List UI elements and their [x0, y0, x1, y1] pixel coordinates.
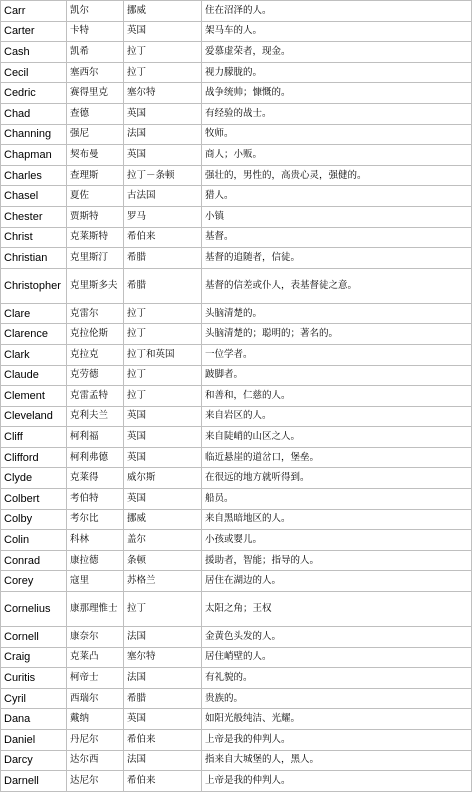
origin-cell: 拉丁－条顿 [124, 165, 202, 186]
meaning-cell: 居住在湖边的人。 [202, 571, 472, 592]
origin-cell: 希腊 [124, 268, 202, 303]
meaning-cell: 基督的信差或仆人，表基督徒之意。 [202, 268, 472, 303]
origin-cell: 英国 [124, 145, 202, 166]
origin-cell: 拉丁 [124, 592, 202, 627]
meaning-cell: 来自黑暗地区的人。 [202, 509, 472, 530]
origin-cell: 希腊 [124, 688, 202, 709]
english-name-cell: Clark [1, 344, 67, 365]
table-row [1, 124, 472, 145]
origin-cell: 英国 [124, 447, 202, 468]
meaning-cell: 爱慕虚荣者，现金。 [202, 42, 472, 63]
chinese-name-cell: 查德 [67, 103, 124, 124]
english-name-cell: Christ [1, 227, 67, 248]
origin-cell: 法国 [124, 124, 202, 145]
chinese-name-cell: 柯利弗德 [67, 447, 124, 468]
table-row [1, 248, 472, 269]
chinese-name-cell: 戴纳 [67, 709, 124, 730]
table-row [1, 206, 472, 227]
chinese-name-cell: 塞西尔 [67, 62, 124, 83]
meaning-cell: 有经验的战士。 [202, 103, 472, 124]
english-name-cell: Corey [1, 571, 67, 592]
table-row [1, 62, 472, 83]
english-name-cell: Channing [1, 124, 67, 145]
meaning-cell: 来自陡峭的山区之人。 [202, 427, 472, 448]
english-name-cell: Cecil [1, 62, 67, 83]
chinese-name-cell: 科林 [67, 530, 124, 551]
origin-cell: 希腊 [124, 248, 202, 269]
table-row [1, 427, 472, 448]
origin-cell: 拉丁 [124, 42, 202, 63]
origin-cell: 英国 [124, 709, 202, 730]
origin-cell: 希伯来 [124, 730, 202, 751]
chinese-name-cell: 康拉德 [67, 550, 124, 571]
english-name-cell: Darcy [1, 750, 67, 771]
table-row [1, 647, 472, 668]
chinese-name-cell: 克里斯多夫 [67, 268, 124, 303]
origin-cell: 拉丁 [124, 324, 202, 345]
table-row [1, 730, 472, 751]
table-row [1, 709, 472, 730]
origin-cell: 拉丁 [124, 303, 202, 324]
meaning-cell: 猎人。 [202, 186, 472, 207]
chinese-name-cell: 康奈尔 [67, 627, 124, 648]
english-name-cell: Charles [1, 165, 67, 186]
chinese-name-cell: 贾斯特 [67, 206, 124, 227]
table-row [1, 42, 472, 63]
english-name-cell: Colby [1, 509, 67, 530]
english-name-cell: Darnell [1, 771, 67, 792]
table-row [1, 268, 472, 303]
names-table-body [1, 1, 472, 792]
english-name-cell: Chapman [1, 145, 67, 166]
english-name-cell: Clarence [1, 324, 67, 345]
chinese-name-cell: 克莱得 [67, 468, 124, 489]
english-name-cell: Cleveland [1, 406, 67, 427]
table-row [1, 145, 472, 166]
english-name-cell: Cornelius [1, 592, 67, 627]
table-row [1, 592, 472, 627]
origin-cell: 拉丁 [124, 386, 202, 407]
table-row [1, 750, 472, 771]
table-row [1, 447, 472, 468]
table-row [1, 1, 472, 22]
english-name-cell: Christopher [1, 268, 67, 303]
origin-cell: 古法国 [124, 186, 202, 207]
chinese-name-cell: 克里斯汀 [67, 248, 124, 269]
origin-cell: 苏格兰 [124, 571, 202, 592]
table-row [1, 103, 472, 124]
meaning-cell: 居住峭壁的人。 [202, 647, 472, 668]
table-row [1, 627, 472, 648]
table-row [1, 324, 472, 345]
meaning-cell: 视力朦胧的。 [202, 62, 472, 83]
meaning-cell: 和善和，仁慈的人。 [202, 386, 472, 407]
meaning-cell: 架马车的人。 [202, 21, 472, 42]
meaning-cell: 来自岩区的人。 [202, 406, 472, 427]
english-name-cell: Chasel [1, 186, 67, 207]
chinese-name-cell: 强尼 [67, 124, 124, 145]
table-row [1, 668, 472, 689]
table-row [1, 365, 472, 386]
chinese-name-cell: 克拉伦斯 [67, 324, 124, 345]
meaning-cell: 临近悬崖的道岔口，堡垒。 [202, 447, 472, 468]
meaning-cell: 上帝是我的仲判人。 [202, 771, 472, 792]
origin-cell: 拉丁和英国 [124, 344, 202, 365]
chinese-name-cell: 凯希 [67, 42, 124, 63]
chinese-name-cell: 丹尼尔 [67, 730, 124, 751]
meaning-cell: 牧师。 [202, 124, 472, 145]
meaning-cell: 如阳光般纯洁、光耀。 [202, 709, 472, 730]
chinese-name-cell: 达尼尔 [67, 771, 124, 792]
meaning-cell: 商人；小贩。 [202, 145, 472, 166]
english-name-cell: Conrad [1, 550, 67, 571]
chinese-name-cell: 考尔比 [67, 509, 124, 530]
meaning-cell: 住在沼泽的人。 [202, 1, 472, 22]
origin-cell: 塞尔特 [124, 83, 202, 104]
meaning-cell: 小镇 [202, 206, 472, 227]
meaning-cell: 在很远的地方就听得到。 [202, 468, 472, 489]
english-name-cell: Chad [1, 103, 67, 124]
english-name-cell: Cliff [1, 427, 67, 448]
english-name-cell: Cyril [1, 688, 67, 709]
english-name-cell: Colbert [1, 489, 67, 510]
meaning-cell: 战争统帅；慷慨的。 [202, 83, 472, 104]
origin-cell: 挪威 [124, 1, 202, 22]
chinese-name-cell: 克雷孟特 [67, 386, 124, 407]
meaning-cell: 有礼貌的。 [202, 668, 472, 689]
origin-cell: 条顿 [124, 550, 202, 571]
origin-cell: 英国 [124, 489, 202, 510]
origin-cell: 盖尔 [124, 530, 202, 551]
chinese-name-cell: 契布曼 [67, 145, 124, 166]
chinese-name-cell: 柯利福 [67, 427, 124, 448]
chinese-name-cell: 查理斯 [67, 165, 124, 186]
table-row [1, 303, 472, 324]
chinese-name-cell: 柯帝士 [67, 668, 124, 689]
english-name-cell: Cornell [1, 627, 67, 648]
english-name-cell: Chester [1, 206, 67, 227]
origin-cell: 罗马 [124, 206, 202, 227]
meaning-cell: 头脑清楚的；聪明的；著名的。 [202, 324, 472, 345]
chinese-name-cell: 寇里 [67, 571, 124, 592]
chinese-name-cell: 夏佐 [67, 186, 124, 207]
table-row [1, 550, 472, 571]
meaning-cell: 援助者，智能；指导的人。 [202, 550, 472, 571]
table-row [1, 386, 472, 407]
chinese-name-cell: 凯尔 [67, 1, 124, 22]
table-row [1, 771, 472, 792]
origin-cell: 希伯来 [124, 771, 202, 792]
table-row [1, 21, 472, 42]
meaning-cell: 上帝是我的仲判人。 [202, 730, 472, 751]
table-row [1, 344, 472, 365]
origin-cell: 挪威 [124, 509, 202, 530]
chinese-name-cell: 克利夫兰 [67, 406, 124, 427]
english-name-cell: Clement [1, 386, 67, 407]
table-row [1, 83, 472, 104]
english-name-cell: Clifford [1, 447, 67, 468]
origin-cell: 塞尔特 [124, 647, 202, 668]
chinese-name-cell: 达尔西 [67, 750, 124, 771]
origin-cell: 法国 [124, 668, 202, 689]
chinese-name-cell: 赛得里克 [67, 83, 124, 104]
meaning-cell: 强壮的，男性的，高贵心灵，强健的。 [202, 165, 472, 186]
english-name-cell: Cedric [1, 83, 67, 104]
meaning-cell: 太阳之角；王权 [202, 592, 472, 627]
table-row [1, 530, 472, 551]
table-row [1, 165, 472, 186]
meaning-cell: 指来自大城堡的人，黑人。 [202, 750, 472, 771]
chinese-name-cell: 克拉克 [67, 344, 124, 365]
english-name-cell: Carr [1, 1, 67, 22]
origin-cell: 希伯来 [124, 227, 202, 248]
english-name-cell: Claude [1, 365, 67, 386]
origin-cell: 威尔斯 [124, 468, 202, 489]
origin-cell: 拉丁 [124, 62, 202, 83]
english-name-cell: Dana [1, 709, 67, 730]
chinese-name-cell: 克莱凸 [67, 647, 124, 668]
meaning-cell: 金黄色头发的人。 [202, 627, 472, 648]
table-row [1, 489, 472, 510]
english-name-cell: Clyde [1, 468, 67, 489]
meaning-cell: 头脑清楚的。 [202, 303, 472, 324]
origin-cell: 英国 [124, 406, 202, 427]
chinese-name-cell: 西瑞尔 [67, 688, 124, 709]
chinese-name-cell: 考伯特 [67, 489, 124, 510]
origin-cell: 法国 [124, 750, 202, 771]
meaning-cell: 跛脚者。 [202, 365, 472, 386]
english-name-cell: Colin [1, 530, 67, 551]
table-row [1, 509, 472, 530]
origin-cell: 英国 [124, 103, 202, 124]
origin-cell: 拉丁 [124, 365, 202, 386]
chinese-name-cell: 康那理惟士 [67, 592, 124, 627]
meaning-cell: 基督的追随者，信徒。 [202, 248, 472, 269]
origin-cell: 英国 [124, 21, 202, 42]
table-row [1, 468, 472, 489]
origin-cell: 法国 [124, 627, 202, 648]
meaning-cell: 小孩或婴儿。 [202, 530, 472, 551]
meaning-cell: 一位学者。 [202, 344, 472, 365]
chinese-name-cell: 克莱斯特 [67, 227, 124, 248]
english-name-cell: Curitis [1, 668, 67, 689]
chinese-name-cell: 卡特 [67, 21, 124, 42]
table-row [1, 571, 472, 592]
english-name-cell: Cash [1, 42, 67, 63]
meaning-cell: 船员。 [202, 489, 472, 510]
english-name-cell: Daniel [1, 730, 67, 751]
meaning-cell: 贵族的。 [202, 688, 472, 709]
table-row [1, 227, 472, 248]
table-row [1, 406, 472, 427]
table-row [1, 688, 472, 709]
english-name-cell: Clare [1, 303, 67, 324]
english-name-cell: Carter [1, 21, 67, 42]
meaning-cell: 基督。 [202, 227, 472, 248]
origin-cell: 英国 [124, 427, 202, 448]
chinese-name-cell: 克雷尔 [67, 303, 124, 324]
english-name-cell: Craig [1, 647, 67, 668]
english-name-cell: Christian [1, 248, 67, 269]
table-row [1, 186, 472, 207]
chinese-name-cell: 克劳德 [67, 365, 124, 386]
